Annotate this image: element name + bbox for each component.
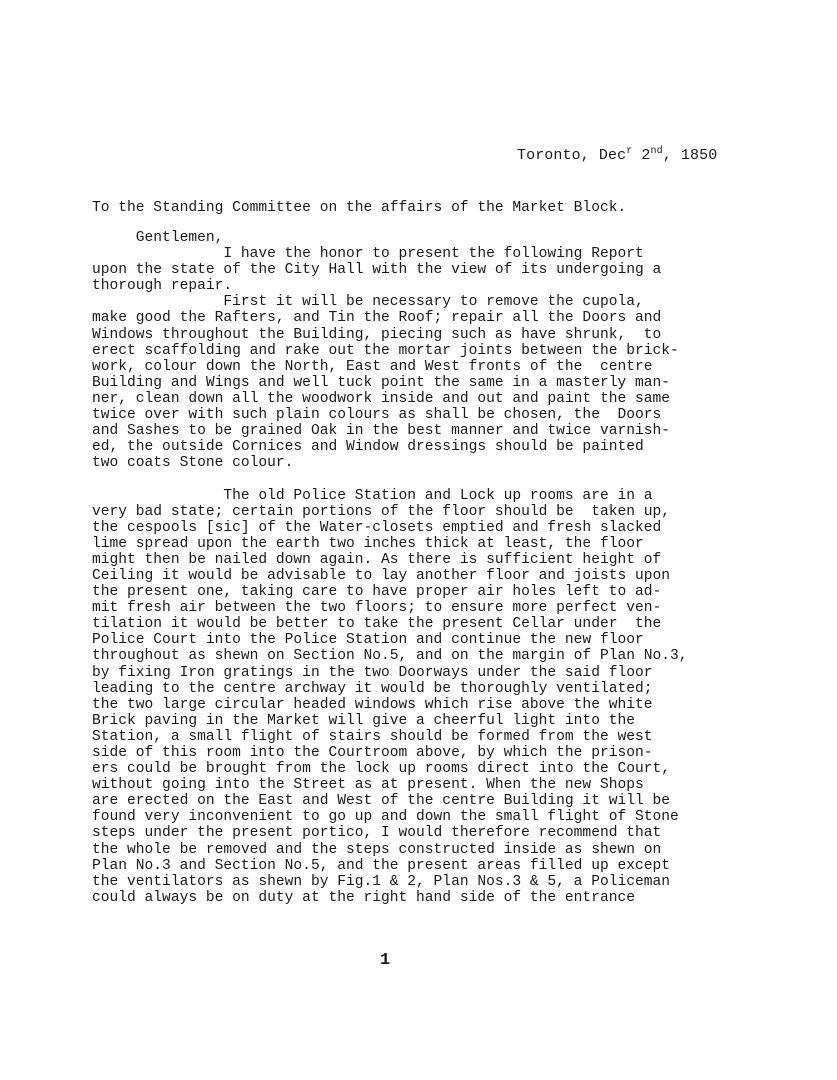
text-line: Plan No.3 and Section No.5, and the present areas filled up except (92, 857, 671, 874)
text-line: twice over with such plain colours as shall be chosen, the Doors (92, 407, 662, 424)
text-line: upon the state of the City Hall with the view of its undergoing a (92, 262, 662, 279)
text-line: Windows throughout the Building, piecing such as have shrunk, to (92, 326, 662, 343)
text-line: throughout as shewn on Section No.5, and on the margin of Plan No.3, (92, 648, 688, 665)
text-line: found very inconvenient to go up and down the small flight of Stone (92, 809, 679, 826)
text-line: leading to the centre archway it would be thoroughly ventilated; (92, 680, 653, 697)
dateline-day-superscript: nd (650, 146, 663, 157)
text-line: mit fresh air between the two floors; to ensure more perfect ven- (92, 600, 662, 617)
text-line: Building and Wings and well tuck point the same in a masterly man- (92, 374, 671, 391)
dateline-month-superscript: r (626, 146, 633, 157)
addressee-line: To the Standing Committee on the affairs of the Market Block. (92, 200, 627, 216)
text-line: First it will be necessary to remove the cupola, (92, 294, 644, 311)
text-line: might then be nailed down again. As there is sufficient height of (92, 551, 662, 568)
text-line: Station, a small flight of stairs should be formed from the west (92, 728, 653, 745)
paragraph-gap (92, 471, 688, 487)
text-line: I have the honor to present the following Report (92, 246, 644, 263)
text-line: tilation it would be better to take the present Cellar under the (92, 616, 662, 633)
dateline (517, 146, 717, 164)
text-line: two coats Stone colour. (92, 455, 294, 472)
text-line: ner, clean down all the woodwork inside and out and paint the same (92, 390, 671, 407)
text-line: Police Court into the Police Station and continue the new floor (92, 632, 644, 649)
text-line: by fixing Iron gratings in the two Doorways under the said floor (92, 664, 653, 681)
text-line: could always be on duty at the right hand side of the entrance (92, 889, 635, 906)
text-line: without going into the Street as at present. When the new Shops (92, 777, 644, 794)
text-line: Brick paving in the Market will give a cheerful light into the (92, 712, 635, 729)
text-line: lime spread upon the earth two inches thick at least, the floor (92, 535, 644, 552)
text-line: erect scaffolding and rake out the mortar joints between the brick- (92, 342, 679, 359)
text-line: the whole be removed and the steps constructed inside as shewn on (92, 841, 662, 858)
text-line: side of this room into the Courtroom above, by which the prison- (92, 745, 653, 761)
text-line: the present one, taking care to have proper air holes left to ad- (92, 584, 662, 601)
text-line: make good the Rafters, and Tin the Roof; repair all the Doors and (92, 310, 662, 327)
dateline-day: 2 (632, 147, 651, 164)
text-line: thorough repair. (92, 278, 233, 295)
dateline-place: Toronto, Dec (517, 147, 627, 164)
text-line: Gentlemen, (92, 230, 224, 246)
text-line: the ventilators as shewn by Fig.1 & 2, Plan Nos.3 & 5, a Policeman (92, 873, 671, 890)
text-line: very bad state; certain portions of the floor should be taken up, (92, 503, 671, 520)
text-line: steps under the present portico, I would therefore recommend that (92, 825, 662, 842)
text-line: the two large circular headed windows which rise above the white (92, 696, 653, 713)
page-number: 1 (380, 951, 391, 970)
text-line: are erected on the East and West of the centre Building it will be (92, 793, 671, 810)
dateline-year: , 1850 (662, 147, 718, 164)
text-line: The old Police Station and Lock up rooms are in a (92, 487, 653, 504)
text-line: work, colour down the North, East and West fronts of the centre (92, 358, 653, 375)
text-line: ed, the outside Cornices and Window dressings should be painted (92, 439, 644, 456)
text-line: ers could be brought from the lock up rooms direct into the Court, (92, 761, 671, 778)
text-line: and Sashes to be grained Oak in the best manner and twice varnish- (92, 423, 671, 440)
text-line: the cespools [sic] of the Water-closets emptied and fresh slacked (92, 519, 662, 536)
text-line: Ceiling it would be advisable to lay another floor and joists upon (92, 567, 671, 584)
report-body (92, 230, 688, 906)
